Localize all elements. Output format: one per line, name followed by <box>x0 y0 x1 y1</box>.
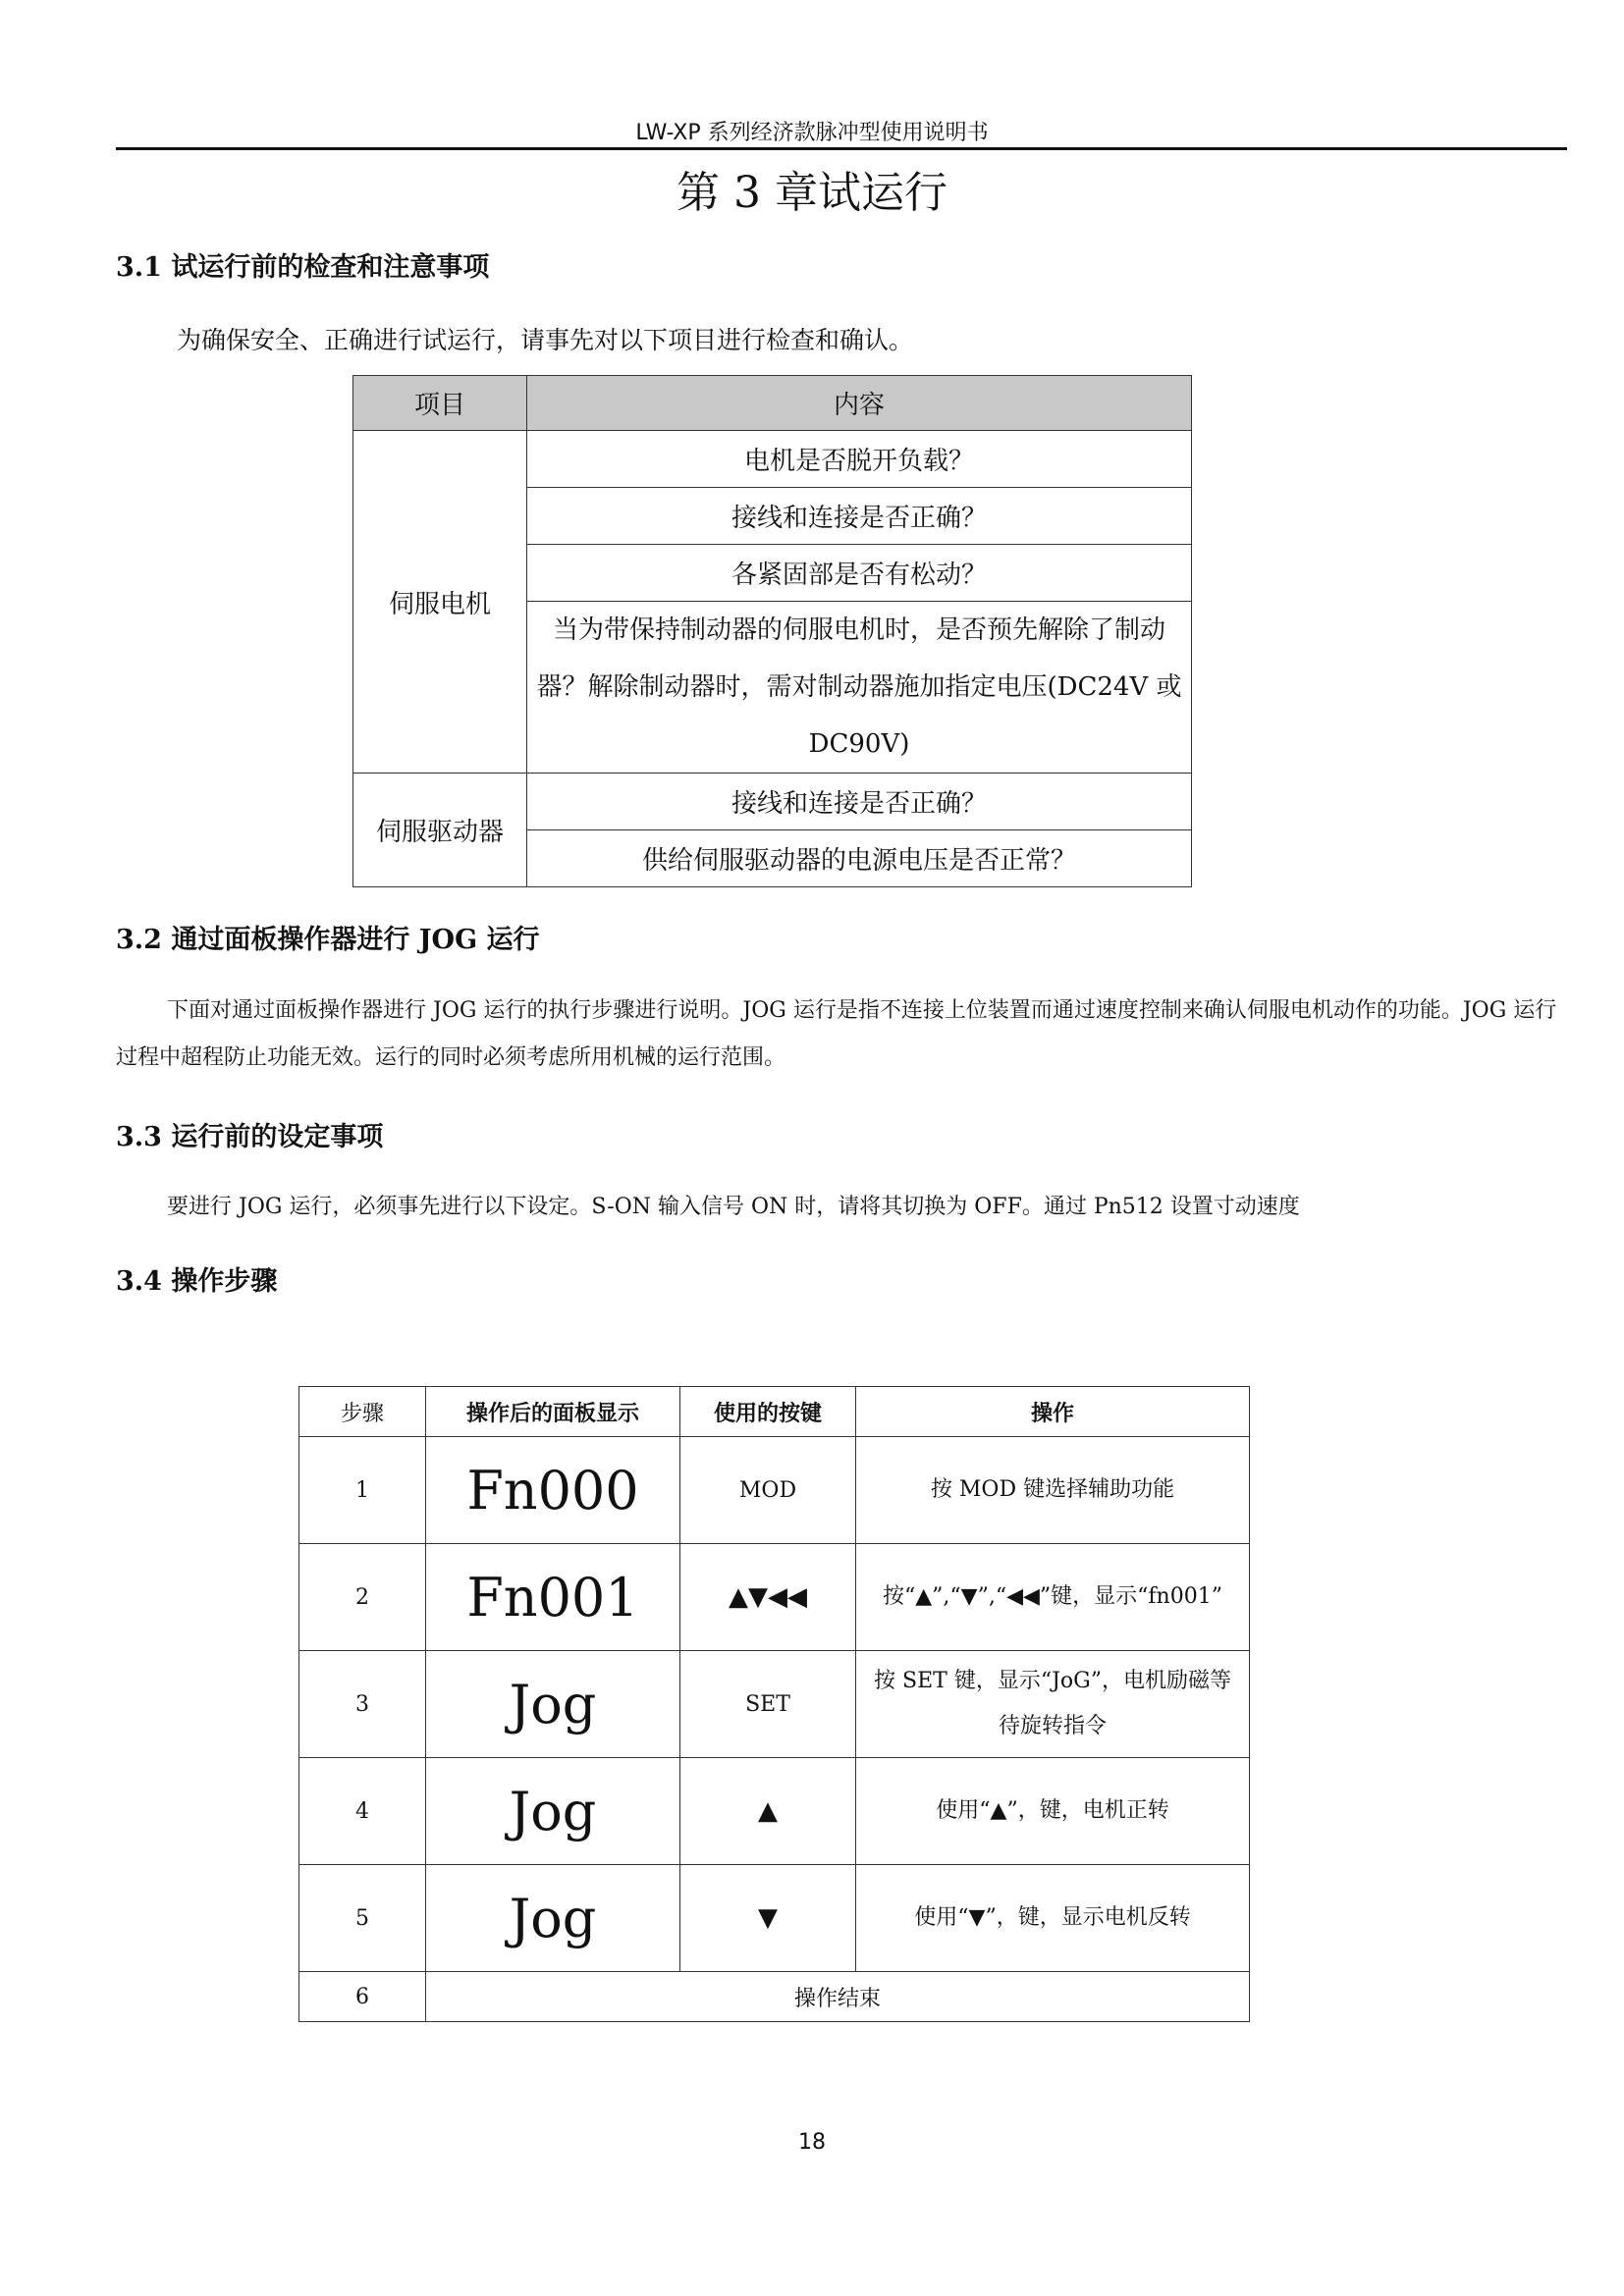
chapter-title: 第 3 章试运行 <box>677 168 947 218</box>
col-content-header: 内容 <box>527 376 1192 431</box>
section-3-4-heading: 3.4 操作步骤 <box>116 1266 278 1297</box>
panel-display: Fn001 <box>426 1544 680 1651</box>
motor-check-2: 接线和连接是否正确？ <box>527 488 1192 545</box>
operation-text: 使用“▲”，键，电机正转 <box>856 1758 1250 1865</box>
procedure-table-header <box>299 1387 1250 1437</box>
procedure-table <box>298 1386 1250 2022</box>
panel-display: Jog <box>426 1865 680 1972</box>
section-3-2-body: 下面对通过面板操作器进行 JOG 运行的执行步骤进行说明。JOG 运行是指不连接上位装置而通过速度控制来确认伺服电机动作的功能。JOG 运行过程中超程防止功能无效。运行的同时必须考虑所用机械的运行范围。 <box>116 998 1557 1070</box>
header-rule <box>116 147 1567 150</box>
table-row <box>299 1437 1250 1544</box>
running-header: LW-XP 系列经济款脉冲型使用说明书 <box>635 121 989 145</box>
driver-check-2: 供给伺服驱动器的电源电压是否正常？ <box>527 830 1192 887</box>
table-row <box>299 1544 1250 1651</box>
motor-check-4: 当为带保持制动器的伺服电机时，是否预先解除了制动器？解除制动器时，需对制动器施加指定电压(DC24V 或 DC90V) <box>527 602 1192 774</box>
check-table <box>352 375 1192 887</box>
table-row <box>353 774 1192 830</box>
operation-text: 按 SET 键，显示“JoG”，电机励磁等待旋转指令 <box>856 1651 1250 1758</box>
motor-label: 伺服电机 <box>353 431 527 774</box>
key-used: ▼ <box>680 1865 856 1972</box>
page-number: 18 <box>798 2130 826 2155</box>
operation-text: 使用“▼”，键，显示电机反转 <box>856 1865 1250 1972</box>
col-key-header: 使用的按键 <box>680 1387 856 1437</box>
key-used: MOD <box>680 1437 856 1544</box>
driver-label: 伺服驱动器 <box>353 774 527 887</box>
step-number: 1 <box>299 1437 426 1544</box>
operation-end: 操作结束 <box>426 1972 1250 2022</box>
col-display-header: 操作后的面板显示 <box>426 1387 680 1437</box>
table-row <box>299 1865 1250 1972</box>
motor-check-3: 各紧固部是否有松动？ <box>527 545 1192 602</box>
section-3-1-heading: 3.1 试运行前的检查和注意事项 <box>116 252 490 283</box>
table-row <box>299 1758 1250 1865</box>
col-step-header: 步骤 <box>299 1387 426 1437</box>
col-operation-header: 操作 <box>856 1387 1250 1437</box>
key-used: ▲▼◀◀ <box>680 1544 856 1651</box>
table-row <box>299 1651 1250 1758</box>
operation-text: 按 MOD 键选择辅助功能 <box>856 1437 1250 1544</box>
step-number: 6 <box>299 1972 426 2022</box>
section-3-3-body: 要进行 JOG 运行，必须事先进行以下设定。S-ON 输入信号 ON 时，请将其切换为 OFF。通过 Pn512 设置寸动速度 <box>167 1195 1300 1219</box>
table-row <box>299 1972 1250 2022</box>
step-number: 4 <box>299 1758 426 1865</box>
step-number: 3 <box>299 1651 426 1758</box>
col-item-header: 项目 <box>353 376 527 431</box>
step-number: 2 <box>299 1544 426 1651</box>
operation-text: 按“▲”,“▼”,“◀◀”键，显示“fn001” <box>856 1544 1250 1651</box>
section-3-3-heading: 3.3 运行前的设定事项 <box>116 1122 384 1152</box>
panel-display: Fn000 <box>426 1437 680 1544</box>
motor-check-1: 电机是否脱开负载？ <box>527 431 1192 488</box>
step-number: 5 <box>299 1865 426 1972</box>
check-table-header <box>353 376 1192 431</box>
driver-check-1: 接线和连接是否正确？ <box>527 774 1192 830</box>
section-3-2-heading: 3.2 通过面板操作器进行 JOG 运行 <box>116 925 540 955</box>
panel-display: Jog <box>426 1651 680 1758</box>
panel-display: Jog <box>426 1758 680 1865</box>
key-used: ▲ <box>680 1758 856 1865</box>
table-row <box>353 431 1192 488</box>
section-3-1-intro: 为确保安全、正确进行试运行，请事先对以下项目进行检查和确认。 <box>177 326 914 354</box>
key-used: SET <box>680 1651 856 1758</box>
